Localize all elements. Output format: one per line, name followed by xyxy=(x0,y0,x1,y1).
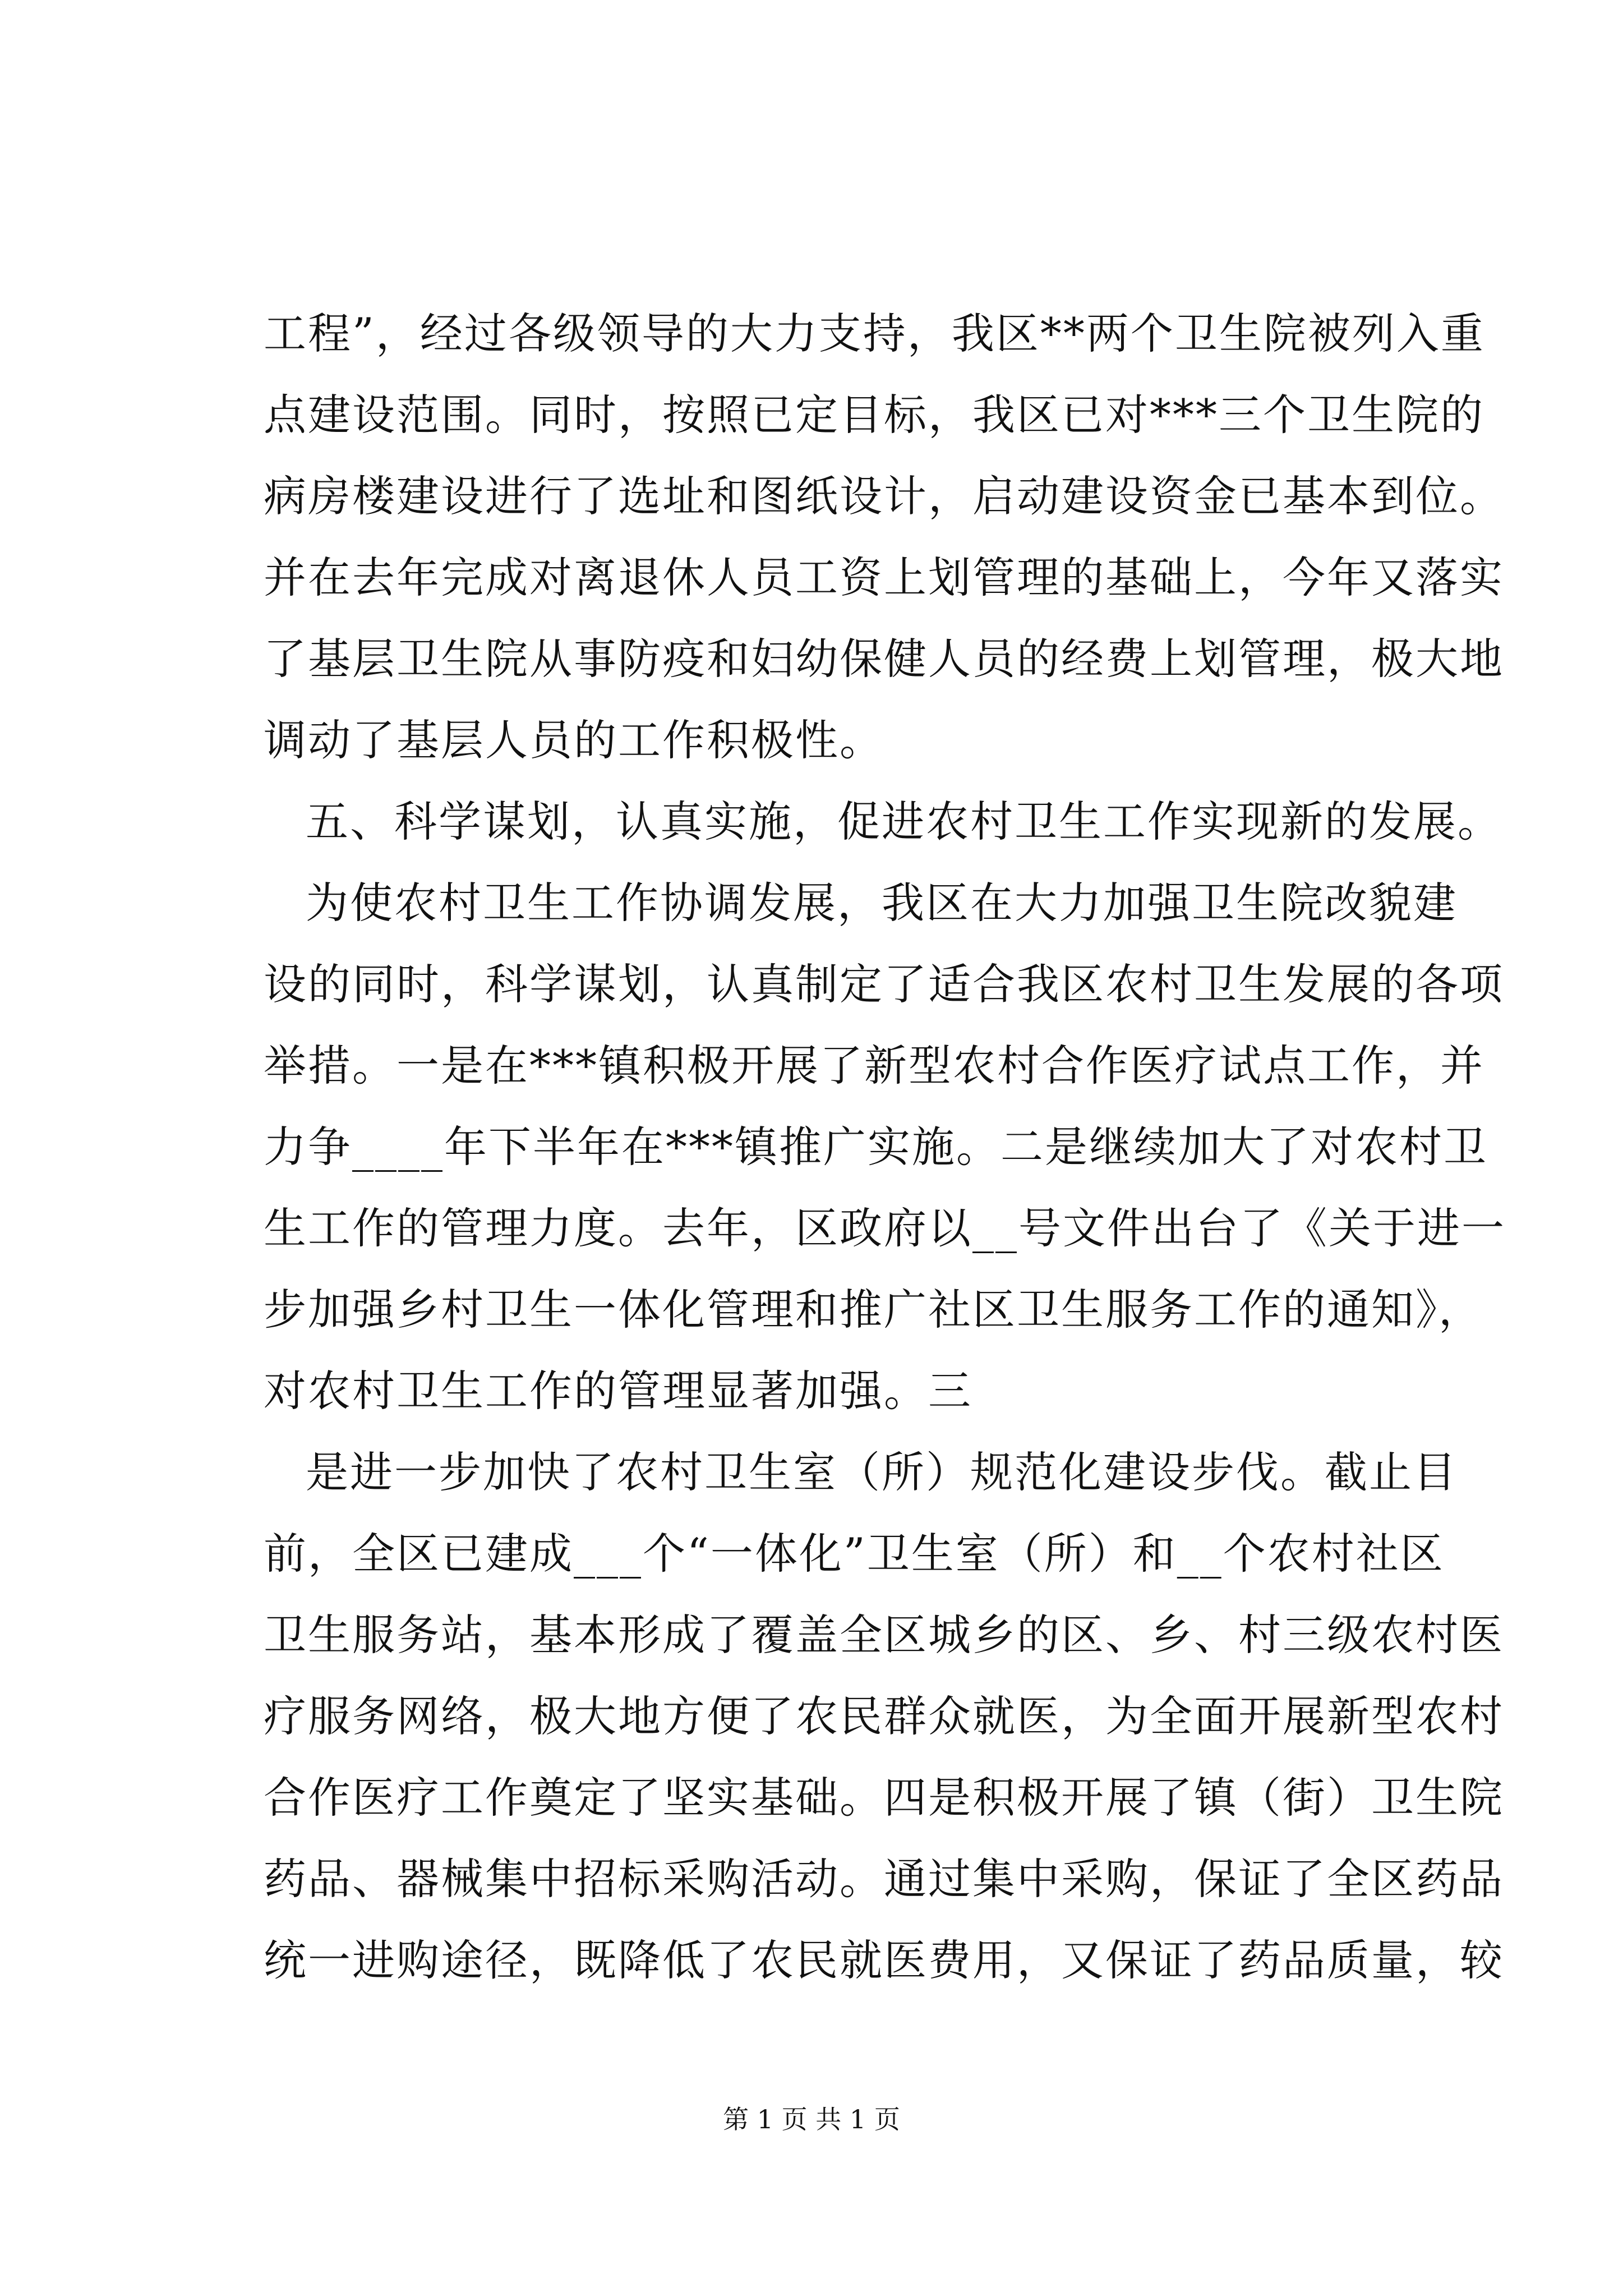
body-line: 卫生服务站，基本形成了覆盖全区城乡的区、乡、村三级农村医 xyxy=(264,1610,1504,1660)
body-line: 合作医疗工作奠定了坚实基础。四是积极开展了镇（街）卫生院 xyxy=(264,1773,1504,1823)
body-line: 前，全区已建成___个“一体化”卫生室（所）和__个农村社区 xyxy=(264,1529,1445,1579)
body-line: 力争____年下半年在***镇推广实施。二是继续加大了对农村卫 xyxy=(264,1122,1488,1172)
body-line: 工程”，经过各级领导的大力支持，我区**两个卫生院被列入重 xyxy=(264,309,1485,358)
body-line: 举措。一是在***镇积极开展了新型农村合作医疗试点工作，并 xyxy=(264,1041,1484,1091)
page-number-footer: 第 1 页 共 1 页 xyxy=(723,2104,900,2134)
body-line: 了基层卫生院从事防疫和妇幼保健人员的经费上划管理，极大地 xyxy=(264,634,1504,684)
body-line: 统一进购途径，既降低了农民就医费用，又保证了药品质量，较 xyxy=(264,1935,1504,1985)
body-line: 调动了基层人员的工作积极性。 xyxy=(264,715,884,765)
section-heading: 五、科学谋划，认真实施，促进农村卫生工作实现新的发展。 xyxy=(306,797,1502,846)
body-line: 并在去年完成对离退休人员工资上划管理的基础上，今年又落实 xyxy=(264,553,1504,602)
body-line: 是进一步加快了农村卫生室（所）规范化建设步伐。截止目 xyxy=(306,1447,1458,1497)
body-line: 疗服务网络，极大地方便了农民群众就医，为全面开展新型农村 xyxy=(264,1691,1504,1741)
body-line: 为使农村卫生工作协调发展，我区在大力加强卫生院改貌建 xyxy=(306,878,1458,928)
body-line: 步加强乡村卫生一体化管理和推广社区卫生服务工作的通知》， xyxy=(264,1285,1483,1335)
body-line: 病房楼建设进行了选址和图纸设计，启动建设资金已基本到位。 xyxy=(264,471,1504,521)
body-line: 药品、器械集中招标采购活动。通过集中采购，保证了全区药品 xyxy=(264,1854,1504,1904)
body-line: 设的同时，科学谋划，认真制定了适合我区农村卫生发展的各项 xyxy=(264,959,1504,1009)
body-line: 生工作的管理力度。去年，区政府以__号文件出台了《关于进一 xyxy=(264,1203,1506,1253)
body-line: 点建设范围。同时，按照已定目标，我区已对***三个卫生院的 xyxy=(264,390,1484,440)
body-line: 对农村卫生工作的管理显著加强。三 xyxy=(264,1366,972,1416)
